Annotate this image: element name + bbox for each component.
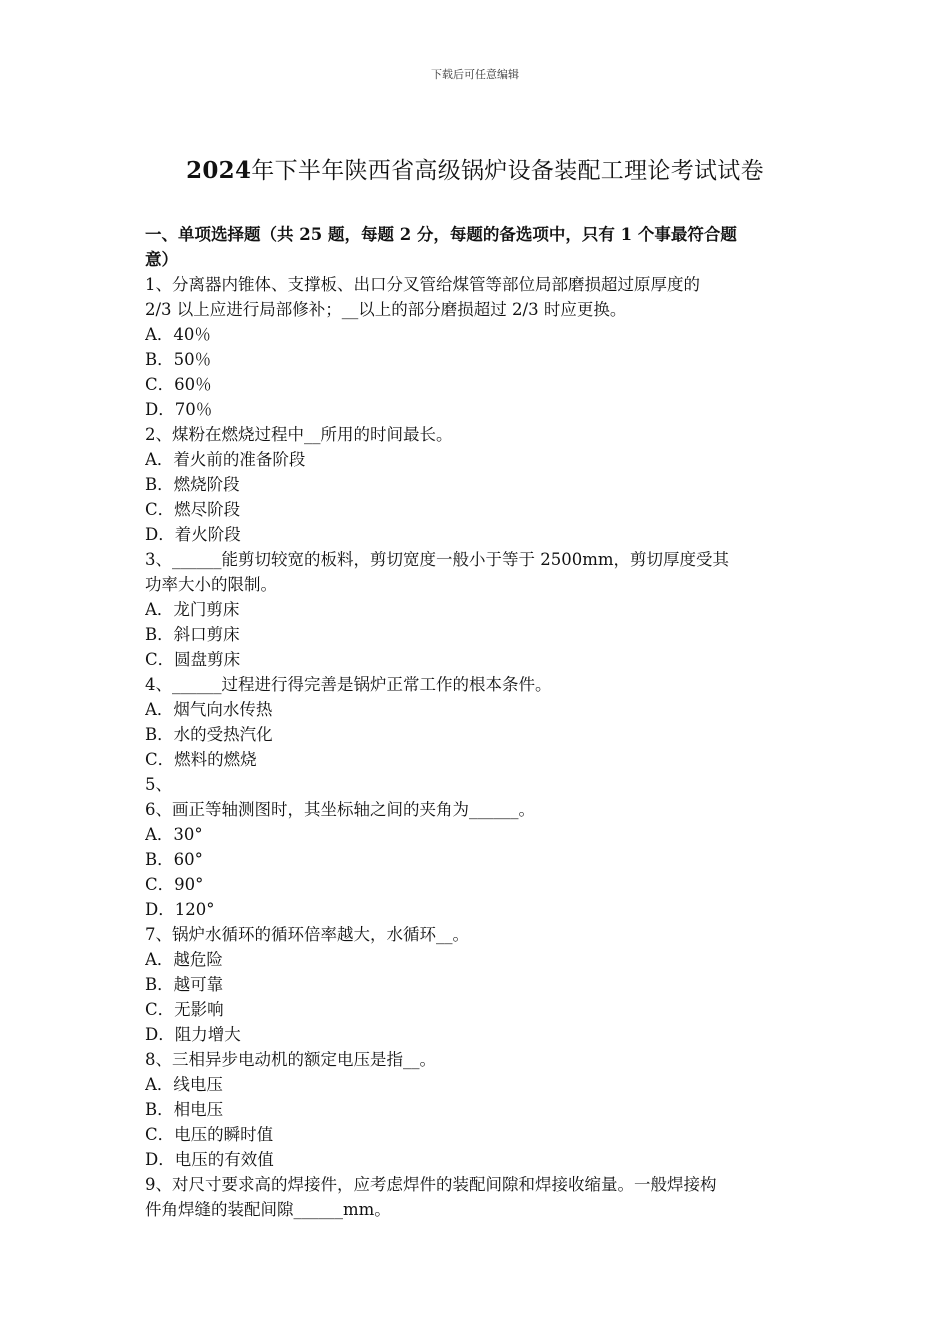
option-a: A．线电压: [145, 1075, 223, 1094]
option-a: A．越危险: [145, 950, 223, 969]
option-c: C．燃料的燃烧: [145, 750, 257, 769]
option-c: C．90°: [145, 875, 204, 894]
section-heading-line-1: 一、单项选择题（共 25 题，每题 2 分，每题的备选项中，只有 1 个事最符合题: [145, 225, 737, 244]
document-body: [145, 222, 810, 1222]
option-b: B．50％: [145, 350, 212, 369]
option-a: A．40％: [145, 325, 211, 344]
option-b: B．水的受热汽化: [145, 725, 273, 744]
option-a: A．龙门剪床: [145, 600, 240, 619]
question-text: 4、______过程进行得完善是锅炉正常工作的根本条件。: [145, 675, 552, 694]
question-text: 3、______能剪切较宽的板料，剪切宽度一般小于等于 2500mm，剪切厚度受其: [145, 550, 730, 569]
option-b: B．燃烧阶段: [145, 475, 240, 494]
question-text: 件角焊缝的装配间隙______mm。: [145, 1200, 391, 1219]
question-text: 1、分离器内锥体、支撑板、出口分叉管给煤管等部位局部磨损超过原厚度的: [145, 275, 700, 294]
option-c: C．圆盘剪床: [145, 650, 241, 669]
title-text: 年下半年陕西省高级锅炉设备装配工理论考试试卷: [251, 158, 764, 184]
question-text: 2/3 以上应进行局部修补；__以上的部分磨损超过 2/3 时应更换。: [145, 300, 627, 319]
question-1: [145, 272, 810, 422]
header-note: 下载后可任意编辑: [431, 68, 519, 81]
option-d: D．120°: [145, 900, 215, 919]
option-c: C．60％: [145, 375, 212, 394]
option-a: A．着火前的准备阶段: [145, 450, 306, 469]
question-text: 6、画正等轴测图时，其坐标轴之间的夹角为______。: [145, 800, 535, 819]
option-a: A．30°: [145, 825, 203, 844]
question-9: [145, 1172, 810, 1222]
question-text: 5、: [145, 775, 172, 794]
option-d: D．着火阶段: [145, 525, 241, 544]
question-3: [145, 547, 810, 672]
question-4: [145, 672, 810, 772]
option-c: C．燃尽阶段: [145, 500, 241, 519]
question-text: 7、锅炉水循环的循环倍率越大，水循环__。: [145, 925, 469, 944]
title-year: 2024: [186, 157, 252, 184]
option-b: B．斜口剪床: [145, 625, 240, 644]
section-heading-line-2: 意）: [145, 250, 178, 269]
option-d: D．70％: [145, 400, 213, 419]
option-d: D．电压的有效值: [145, 1150, 274, 1169]
question-7: [145, 922, 810, 1047]
question-text: 9、对尺寸要求高的焊接件，应考虑焊件的装配间隙和焊接收缩量。一般焊接构: [145, 1175, 717, 1194]
question-6: [145, 797, 810, 922]
question-text: 8、三相异步电动机的额定电压是指__。: [145, 1050, 436, 1069]
question-text: 2、煤粉在燃烧过程中__所用的时间最长。: [145, 425, 453, 444]
question-text: 功率大小的限制。: [145, 575, 277, 594]
question-2: [145, 422, 810, 547]
option-b: B．相电压: [145, 1100, 224, 1119]
option-b: B．越可靠: [145, 975, 224, 994]
option-b: B．60°: [145, 850, 203, 869]
question-5: [145, 772, 810, 797]
option-d: D．阻力增大: [145, 1025, 241, 1044]
option-c: C．电压的瞬时值: [145, 1125, 274, 1144]
option-c: C．无影响: [145, 1000, 224, 1019]
document-title: [0, 152, 950, 185]
question-8: [145, 1047, 810, 1172]
option-a: A．烟气向水传热: [145, 700, 273, 719]
